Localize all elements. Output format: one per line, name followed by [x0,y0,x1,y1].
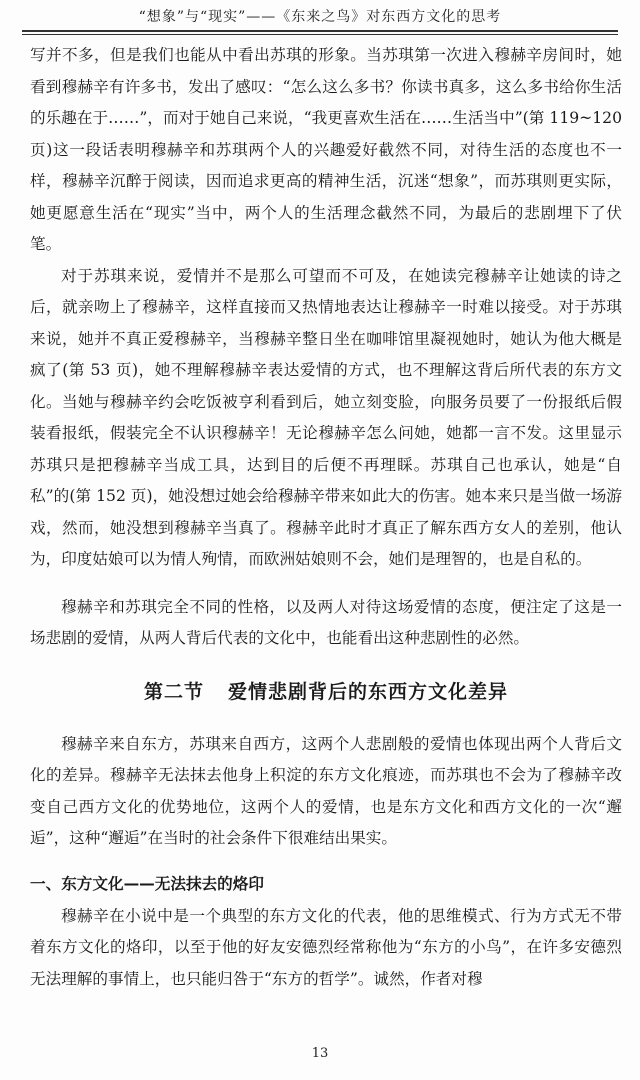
section-heading [30,677,622,707]
header-rule-thin [22,34,618,35]
header-rule [22,30,618,32]
subsection-heading: 一、东方文化——无法抹去的烙印 [30,874,264,893]
paragraph-spacer [30,576,622,592]
body-text [30,40,622,995]
running-header: “想象”与“现实”——《东来之鸟》对东西方文化的思考 [138,9,502,25]
section-title-text: 爱情悲剧背后的东西方文化差异 [228,680,509,703]
paragraph-continued: 写并不多，但是我们也能从中看出苏琪的形象。当苏琪第一次进入穆赫辛房间时，她看到穆赫辛有许多书，发出了感叹：“怎么这么多书？你读书真多，这么多书给你生活的乐趣在于……”，而对于她自己来说，“我更喜欢生活在……生活当中”(第 119~120 页)这一段话表明穆赫辛和苏琪两个人的兴趣爱好截然不同，对待生活的态度也不一样，穆赫辛沉醉于阅读，因而追求更高的精神生活，沉迷“想象”，而苏琪则更实际，她更愿意生活在“现实”当中，两个人的生活理念截然不同，为最后的悲剧埋下了伏笔。 [30,46,622,253]
paragraph-section-intro: 穆赫辛来自东方，苏琪来自西方，这两个人悲剧般的爱情也体现出两个人背后文化的差异。穆赫辛无法抹去他身上积淀的东方文化痕迹，而苏琪也不会为了穆赫辛改变自己西方文化的优势地位，这两个人的爱情，也是东方文化和西方文化的一次“邂逅”，这种“邂逅”在当时的社会条件下很难结出果实。 [30,734,622,847]
paragraph-eastern-culture: 穆赫辛在小说中是一个典型的东方文化的代表，他的思维模式、行为方式无不带着东方文化的烙印，以至于他的好友安德烈经常称他为“东方的小鸟”，在许多安德烈无法理解的事情上，也只能归咎于“东方的哲学”。诚然，作者对穆 [30,906,622,988]
paragraph-tragedy-summary: 穆赫辛和苏琪完全不同的性格，以及两人对待这场爱情的态度，便注定了这是一场悲剧的爱情，从两人背后代表的文化中，也能看出这种悲剧性的必然。 [30,597,622,647]
page-number: 13 [311,1046,329,1061]
paragraph-suqi-love: 对于苏琪来说，爱情并不是那么可望而不可及，在她读完穆赫辛让她读的诗之后，就亲吻上了穆赫辛，这样直接而又热情地表达让穆赫辛一时难以接受。对于苏琪来说，她并不真正爱穆赫辛，当穆赫辛整日坐在咖啡馆里凝视她时，她认为他大概是疯了(第 53 页)，她不理解穆赫辛表达爱情的方式，也不理解这背后所代表的东方文化。当她与穆赫辛约会吃饭被亨利看到后，她立刻变脸，向服务员要了一份报纸后假装看报纸，假装完全不认识穆赫辛！无论穆赫辛怎么问她，她都一言不发。这里显示苏琪只是把穆赫辛当成工具，达到目的后便不再理睬。苏琪自己也承认，她是“自私”的(第 152 页)，她没想过她会给穆赫辛带来如此大的伤害。她本来只是当做一场游戏，然而，她没想到穆赫辛当真了。穆赫辛此时才真正了解东西方女人的差别，他认为，印度姑娘可以为情人殉情，而欧洲姑娘则不会，她们是理智的，也是自私的。 [30,266,622,568]
section-number: 第二节 [143,680,204,703]
